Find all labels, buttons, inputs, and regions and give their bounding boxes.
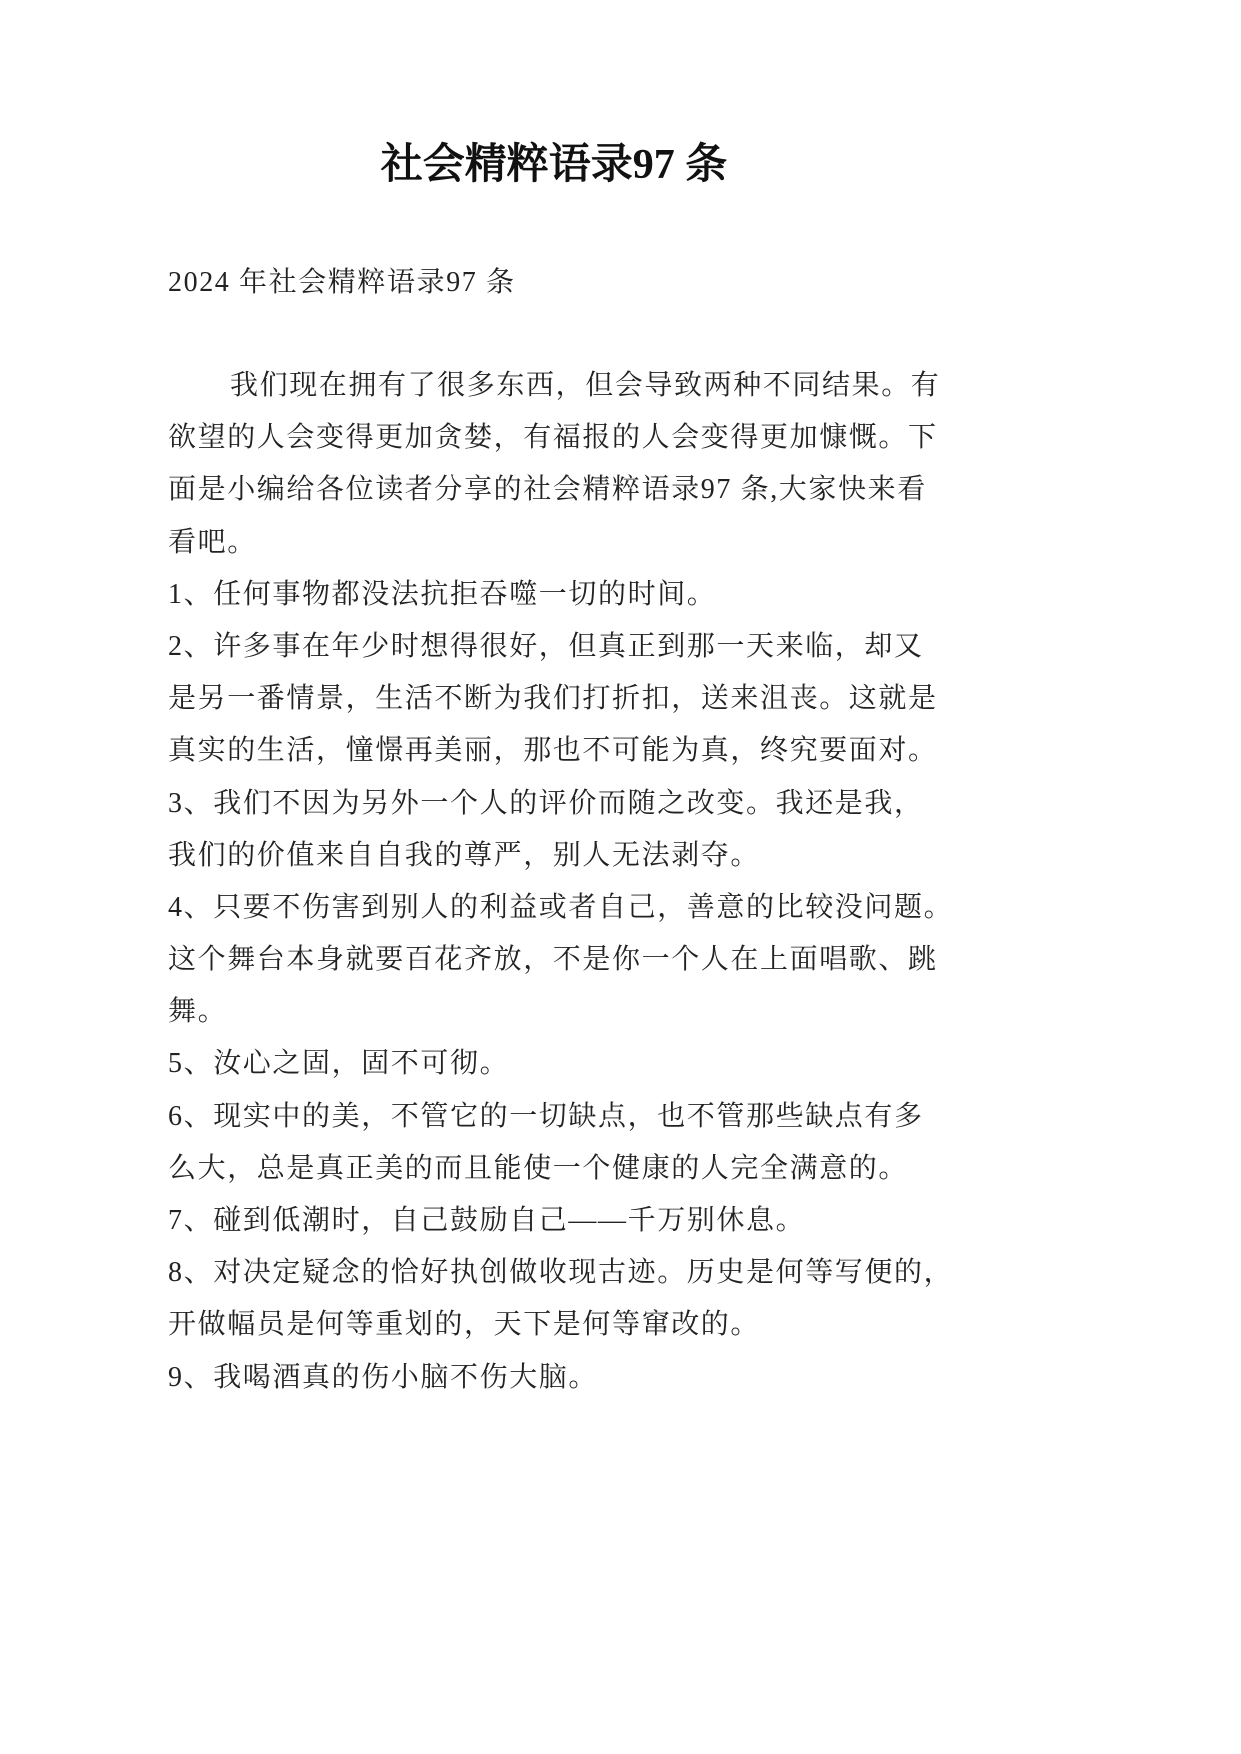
quote-item-2 <box>168 621 968 778</box>
text-line: 么大，总是真正美的而且能使一个健康的人完全满意的。 <box>168 1152 909 1184</box>
text-line: 8、对决定疑念的恰好执创做收现古迹。历史是何等写便的， <box>168 1257 954 1289</box>
text-line: 9、我喝酒真的伤小脑不伤大脑。 <box>168 1361 599 1393</box>
text-line: 舞。 <box>168 996 228 1028</box>
document-title: 社会精粹语录97 条 <box>380 142 728 188</box>
text-line: 6、现实中的美，不管它的一切缺点，也不管那些缺点有多 <box>168 1100 924 1132</box>
text-line: 是另一番情景，生活不断为我们打折扣，送来沮丧。这就是 <box>168 683 938 715</box>
text-line: 3、我们不因为另外一个人的评价而随之改变。我还是我， <box>168 787 924 819</box>
quote-item-8 <box>168 1247 968 1351</box>
text-line: 开做幅员是何等重划的，天下是何等窜改的。 <box>168 1309 761 1341</box>
text-line: 1、任何事物都没法抗拒吞噬一切的时间。 <box>168 578 717 610</box>
quote-item-9 <box>168 1352 968 1404</box>
quote-item-5 <box>168 1038 968 1090</box>
text-line: 欲望的人会变得更加贪婪，有福报的人会变得更加慷慨。下 <box>168 422 938 454</box>
quote-item-4 <box>168 882 968 1039</box>
quote-item-3 <box>168 778 968 882</box>
quote-item-1 <box>168 569 968 621</box>
quote-item-6 <box>168 1091 968 1195</box>
text-line: 我们的价值来自自我的尊严，别人无法剥夺。 <box>168 839 761 871</box>
document-body <box>168 360 968 1404</box>
text-line: 2、许多事在年少时想得很好，但真正到那一天来临，却又 <box>168 630 924 662</box>
text-line: 我们现在拥有了很多东西，但会导致两种不同结果。有 <box>230 370 941 401</box>
text-line: 真实的生活，憧憬再美丽，那也不可能为真，终究要面对。 <box>168 735 938 767</box>
text-line: 5、汝心之固，固不可彻。 <box>168 1048 510 1080</box>
document-subtitle: 2024 年社会精粹语录97 条 <box>168 267 516 298</box>
text-line: 4、只要不伤害到别人的利益或者自己，善意的比较没问题。 <box>168 891 954 923</box>
text-line: 看吧。 <box>168 526 257 558</box>
quote-item-7 <box>168 1195 968 1247</box>
text-line: 这个舞台本身就要百花齐放，不是你一个人在上面唱歌、跳 <box>168 944 938 976</box>
text-line: 面是小编给各位读者分享的社会精粹语录97 条,大家快来看 <box>168 474 927 506</box>
text-line: 7、碰到低潮时，自己鼓励自己——千万别休息。 <box>168 1205 806 1236</box>
intro-paragraph <box>168 360 968 569</box>
